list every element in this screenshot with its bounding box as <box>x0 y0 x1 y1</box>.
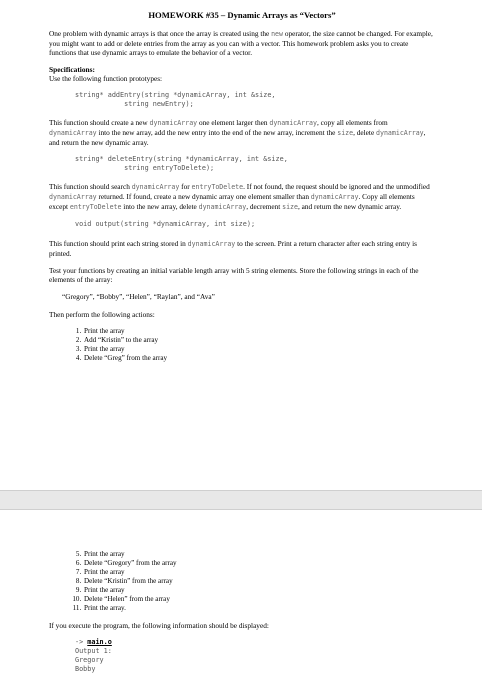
output-command: main.o <box>87 638 112 646</box>
del-desc-m: , decrement <box>246 202 283 211</box>
del-desc-c: for <box>179 182 192 191</box>
add-desc-c: one element larger then <box>197 118 270 127</box>
del-desc-g: returned. If found, create a new dynamic array one element smaller than <box>96 192 311 201</box>
out-desc-c: to the screen. Print a return character after each string entry is printed. <box>49 238 417 258</box>
output-prompt: -> <box>75 638 88 646</box>
add-desc-h: size <box>337 129 354 137</box>
actions-list-page-one <box>71 327 435 363</box>
action-item: 3. Print the array <box>83 345 435 354</box>
action-item: 7. Print the array <box>83 568 435 577</box>
document-title: HOMEWORK #35 – Dynamic Arrays as “Vectors” <box>148 10 336 20</box>
proto-delete-entry: string* deleteEntry(string *dynamicArray, int &size, string entryToDelete); <box>75 155 288 172</box>
test-description: Test your functions by creating an initial variable length array with 5 string elements. Store the following strings in each of the elements of the array: <box>49 265 419 284</box>
del-desc-l: dynamicArray <box>198 203 247 211</box>
del-desc-j: entryToDelete <box>69 203 122 211</box>
intro-paragraph <box>49 29 435 57</box>
add-desc-a: This function should create a new <box>49 118 150 127</box>
proto-output: void output(string *dynamicArray, int size); <box>75 220 256 228</box>
add-desc-f: dynamicArray <box>49 129 97 137</box>
del-desc-d: entryToDelete <box>191 183 244 191</box>
proto-add-entry: string* addEntry(string *dynamicArray, int &size, string newEntry); <box>75 91 276 108</box>
intro-code-new: new <box>271 30 283 38</box>
intro-text-c: operator, the size cannot be changed. For example, you might want to add or delete entries from the array as you can with a vector. This homework problem asks you to create functions that use dynamic arrays to emulate the behavior of a vector. <box>49 29 433 57</box>
add-desc-i: , delete <box>353 128 377 137</box>
output-line: Output 1: <box>75 647 112 655</box>
del-desc-i: . Copy all elements except <box>49 192 415 211</box>
actions-list-page-two <box>71 550 435 613</box>
execute-text: If you execute the program, the following information should be displayed: <box>49 621 269 630</box>
del-desc-o: , and return the new dynamic array. <box>298 202 402 211</box>
out-desc-b: dynamicArray <box>187 239 236 248</box>
add-desc-d: dynamicArray <box>269 119 317 127</box>
add-desc-b: dynamicArray <box>149 119 198 127</box>
del-desc-a: This function should search <box>49 182 132 191</box>
add-desc-k: , and return the new dynamic array. <box>49 128 426 147</box>
page-two <box>0 509 482 700</box>
action-item: 6. Delete “Gregory” from the array <box>83 559 435 568</box>
del-desc-h: dynamicArray <box>310 193 359 201</box>
names-list: “Gregory”, “Bobby”, “Helen”, “Raylan”, and “Ava” <box>62 291 215 301</box>
del-desc-e: . If not found, the request should be ignored and the unmodified <box>243 182 430 191</box>
output-line: Gregory <box>75 656 104 664</box>
actions-intro: Then perform the following actions: <box>49 309 155 319</box>
output-description <box>49 239 435 258</box>
spec-heading: Specifications: <box>49 65 95 74</box>
del-desc-b: dynamicArray <box>131 183 180 191</box>
action-item: 10. Delete “Helen” from the array <box>83 595 435 604</box>
action-item: 4. Delete “Greg” from the array <box>83 354 435 363</box>
action-item: 2. Add “Kristin” to the array <box>83 336 435 345</box>
out-desc-a: This function should print each string stored in <box>49 238 188 248</box>
del-desc-n: size <box>282 203 298 211</box>
delete-entry-description <box>49 182 435 212</box>
action-item: 11. Print the array. <box>83 604 435 613</box>
add-desc-g: into the new array, add the new entry into the end of the new array, increment the <box>96 128 338 137</box>
page-two-content <box>49 550 435 674</box>
action-item: 8. Delete “Kristin” from the array <box>83 577 435 586</box>
spec-subtext: Use the following function prototypes: <box>49 74 163 83</box>
intro-text-a: One problem with dynamic arrays is that once the array is created using the <box>49 29 272 38</box>
action-item: 5. Print the array <box>83 550 435 559</box>
page-separator <box>0 491 482 509</box>
sample-output <box>75 638 435 674</box>
add-desc-e: , copy all elements from <box>317 118 388 127</box>
output-command-line <box>75 638 435 647</box>
output-line: Bobby <box>75 665 96 673</box>
output-lines <box>75 647 435 674</box>
action-item: 1. Print the array <box>83 327 435 336</box>
del-desc-f: dynamicArray <box>49 193 97 201</box>
del-desc-k: into the new array, delete <box>121 202 199 211</box>
add-desc-j: dynamicArray <box>376 129 424 137</box>
page-one-content <box>49 10 435 363</box>
add-entry-description <box>49 118 435 147</box>
action-item: 9. Print the array <box>83 586 435 595</box>
